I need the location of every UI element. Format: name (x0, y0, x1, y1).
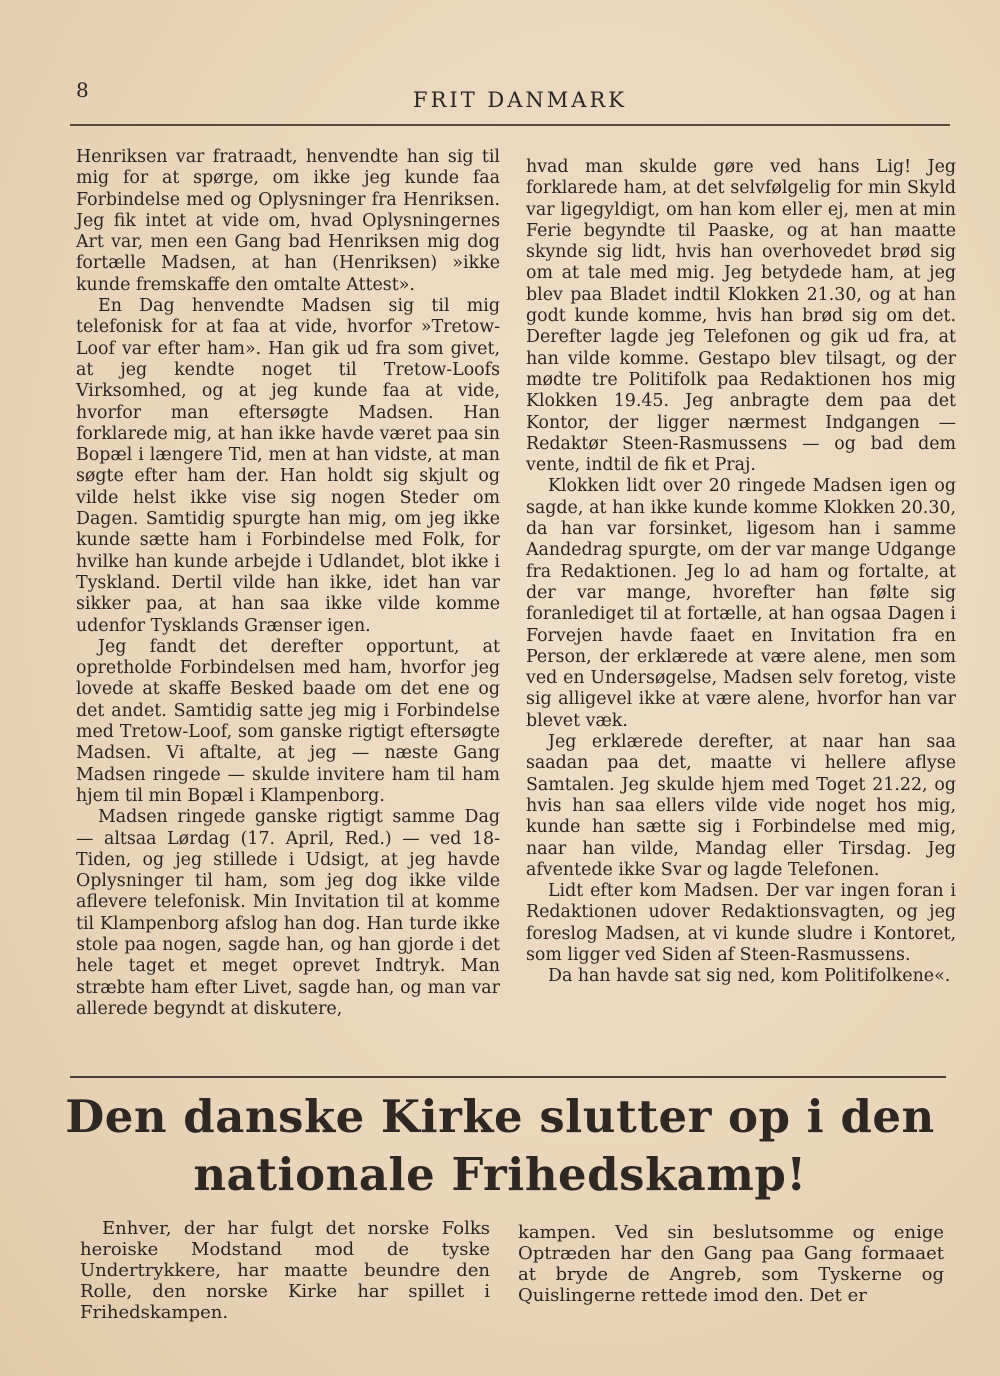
paragraph: kampen. Ved sin beslutsomme og enige Optræden har den Gang paa Gang formaaet at bryde de Angreb, som Tyskerne og Quislingerne rettede imod den. Det er (518, 1222, 944, 1306)
feature-left-column (80, 1218, 490, 1323)
feature-headline (60, 1088, 940, 1204)
feature-right-column (518, 1222, 944, 1306)
paragraph: Henriksen var fratraadt, henvendte han sig til mig for at spørge, om ikke jeg kunde faa Forbindelse med og Oplysninger fra Henriksen. Jeg fik intet at vide om, hvad Oplysningernes Art var, men een Gang bad Henriksen mig dog fortælle Madsen, at han (Henriksen) »ikke kunde fremskaffe den omtalte Attest». (76, 147, 500, 295)
paragraph: Da han havde sat sig ned, kom Politifolkene«. (548, 966, 951, 987)
header-rule (70, 124, 950, 126)
article-right-column (526, 157, 956, 988)
paragraph: Klokken lidt over 20 ringede Madsen igen og sagde, at han ikke kunde komme Klokken 20.30, da han var forsinket, ligesom han i samme Aandedrag spurgte, om der var mange Udgange fra Redaktionen. Jeg lo ad ham og fortalte, at der var mange, hvorefter han følte sig foranlediget til at fortælle, at han ogsaa Dagen i Forvejen havde faaet en Invitation fra en Person, der erklærede at være alene, men som ved en Undersøgelse, Madsen selv foretog, viste sig alligevel ikke at være alene, hvorfor han var blevet væk. (526, 476, 956, 731)
headline-line-1: Den danske Kirke slutter op i den (65, 1090, 935, 1143)
paragraph: Madsen ringede ganske rigtigt samme Dag — altsaa Lørdag (17. April, Red.) — ved 18-Tiden, og jeg stillede i Udsigt, at jeg havde Oplysninger til ham, som jeg dog ikke vilde aflevere telefonisk. Min Invitation til at komme til Klampenborg afslog han dog. Han turde ikke stole paa nogen, sagde han, og han gjorde i det hele taget et meget oprevet Indtryk. Man stræbte ham efter Livet, sagde han, og man var allerede begyndt at diskutere, (76, 807, 500, 1019)
paragraph: Jeg erklærede derefter, at naar han saa saadan paa det, maatte vi hellere aflyse Samtalen. Jeg skulde hjem med Toget 21.22, og hvis han saa ellers vilde vide noget hos mig, kunde han sætte sig i Forbindelse med mig, naar han vilde, Mandag eller Tirsdag. Jeg afventede ikke Svar og lagde Telefonen. (526, 732, 956, 880)
paragraph: En Dag henvendte Madsen sig til mig telefonisk for at faa at vide, hvorfor »Tretow-Loof var efter ham». Han gik ud fra som givet, at jeg kendte noget til Tretow-Loofs Virksomhed, og at jeg kunde faa at vide, hvorfor man eftersøgte Madsen. Han forklarede mig, at han ikke havde været paa sin Bopæl i længere Tid, men at han vidste, at man søgte efter ham der. Han holdt sig skjult og vilde helst ikke vise sig nogen Steder om Dagen. Samtidig spurgte han mig, om jeg ikke kunde sætte ham i Forbindelse med Folk, for hvilke han kunde arbejde i Udlandet, blot ikke i Tyskland. Dertil vilde han ikke, idet han var sikker paa, at han saa ikke vilde komme udenfor Tysklands Grænser igen. (76, 296, 500, 636)
headline-line-2: nationale Frihedskamp! (193, 1148, 807, 1201)
paragraph: Enhver, der har fulgt det norske Folks heroiske Modstand mod de tyske Undertrykkere, har maatte beundre den Rolle, den norske Kirke har spillet i Frihedskampen. (80, 1218, 490, 1323)
masthead-title: FRIT DANMARK (413, 88, 627, 112)
paragraph: hvad man skulde gøre ved hans Lig! Jeg forklarede ham, at det selvfølgelig for min Skyld var ligegyldigt, om han kom eller ej, men at min Ferie begyndte til Paaske, og at han maatte skynde sig lidt, hvis han overhovedet brød sig om at tale med mig. Jeg betydede ham, at jeg blev paa Bladet indtil Klokken 21.30, og at han godt kunde komme, hvis han brød sig om det. Derefter lagde jeg Telefonen og gik ud fra, at han vilde komme. Gestapo blev tilsagt, og der mødte tre Politifolk paa Redaktionen hos mig Klokken 19.45. Jeg anbragte dem paa det Kontor, der ligger nærmest Indgangen — Redaktør Steen-Rasmussens — og bad dem vente, indtil de fik et Praj. (526, 157, 956, 476)
article-left-column (76, 147, 500, 1020)
paragraph: Jeg fandt det derefter opportunt, at opretholde Forbindelsen med ham, hvorfor jeg lovede at skaffe Besked baade om det ene og det andet. Samtidig satte jeg mig i Forbindelse med Tretow-Loof, som ganske rigtigt eftersøgte Madsen. Vi aftalte, at jeg — næste Gang Madsen ringede — skulde invitere ham til ham hjem til min Bopæl i Klampenborg. (76, 636, 500, 806)
section-rule (70, 1076, 946, 1078)
paragraph: Lidt efter kom Madsen. Der var ingen foran i Redaktionen udover Redaktionsvagten, og jeg foreslog Madsen, at vi kunde sludre i Kontoret, som ligger ved Siden af Steen-Rasmussens. (526, 881, 956, 965)
page-number: 8 (76, 78, 90, 102)
